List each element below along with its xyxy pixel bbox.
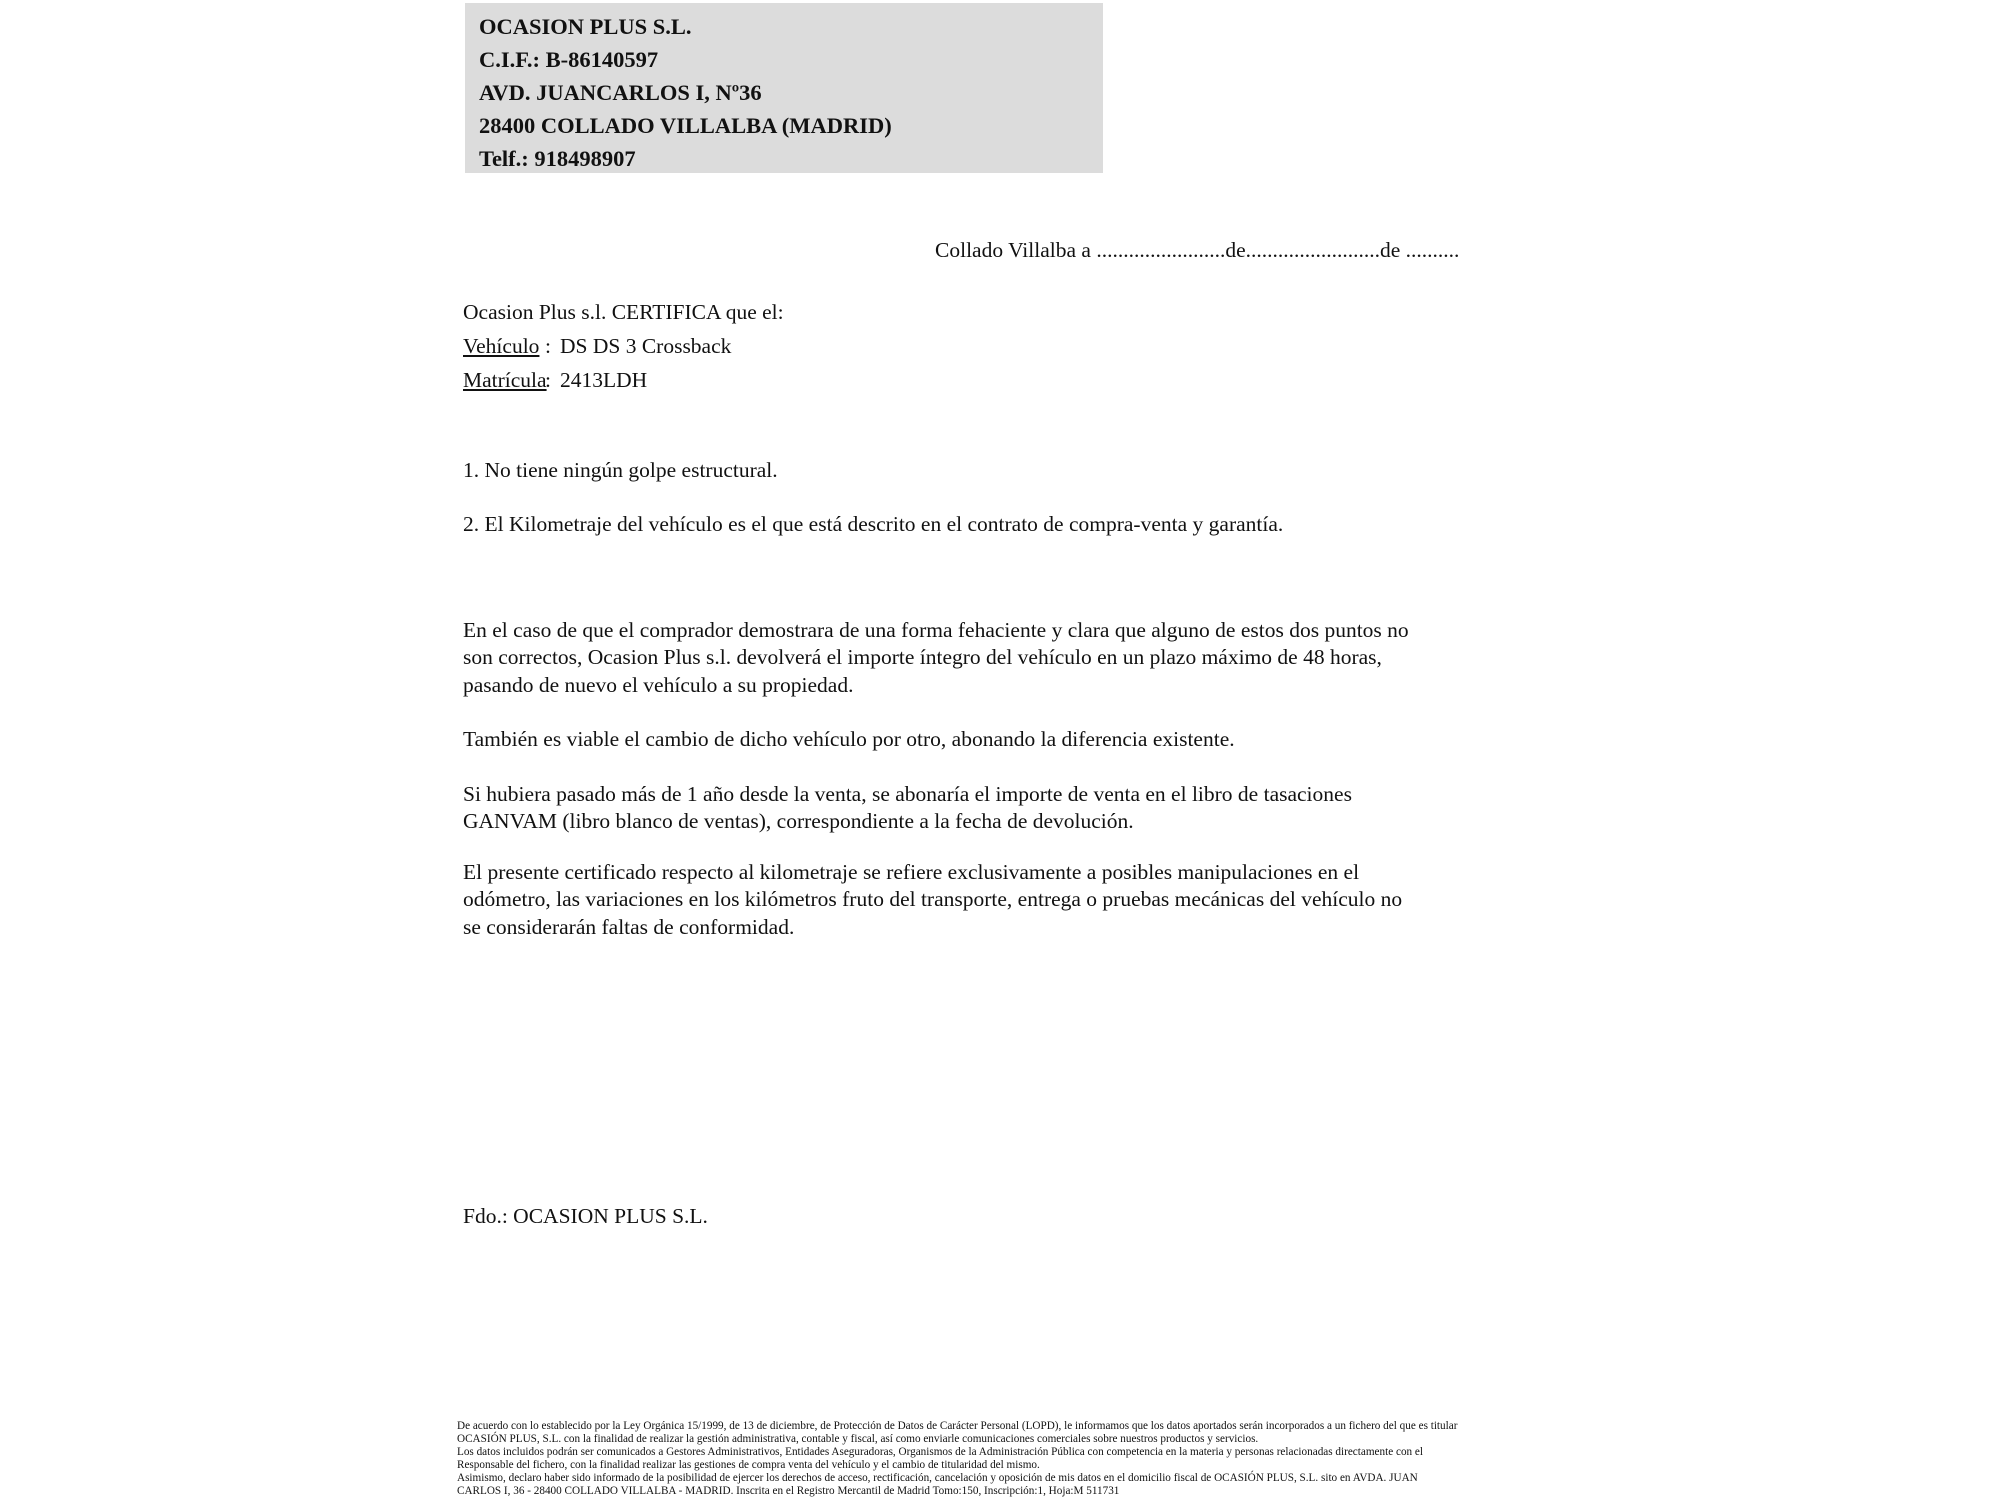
company-cif: C.I.F.: B-86140597 <box>479 47 659 72</box>
legal-footer <box>457 1420 1457 1497</box>
refund-paragraph-line: En el caso de que el comprador demostrara de una forma fehaciente y clara que alguno de estos dos puntos no <box>463 618 1409 642</box>
certified-point-1: 1. No tiene ningún golpe estructural. <box>463 458 778 482</box>
plate-field-label: Matrícula <box>463 368 547 392</box>
certification-block <box>463 295 784 397</box>
legal-footer-line: De acuerdo con lo establecido por la Ley Orgánica 15/1999, de 13 de diciembre, de Protección de Datos de Carácter Personal (LOPD), le informamos que los datos aportados serán incorporados a un fichero del que es titular <box>457 1420 1458 1432</box>
odometer-paragraph <box>463 859 1402 941</box>
legal-footer-line: Los datos incluidos podrán ser comunicados a Gestores Administrativos, Entidades Aseguradoras, Organismos de la Administración Pública con competencia en la materia y personas relacionadas directamente con el <box>457 1445 1423 1458</box>
exchange-paragraph-line: También es viable el cambio de dicho vehículo por otro, abonando la diferencia existente. <box>463 727 1235 751</box>
certified-point-2: 2. El Kilometraje del vehículo es el que está descrito en el contrato de compra-venta y garantía. <box>463 512 1284 536</box>
odometer-paragraph-line: El presente certificado respecto al kilometraje se refiere exclusivamente a posibles manipulaciones en el <box>463 860 1360 884</box>
exchange-paragraph <box>463 726 1235 753</box>
vehicle-field-row <box>463 329 784 363</box>
refund-paragraph-line: pasando de nuevo el vehículo a su propiedad. <box>463 672 854 697</box>
certify-intro: Ocasion Plus s.l. CERTIFICA que el: <box>463 300 784 324</box>
plate-field-separator: : <box>545 368 551 392</box>
refund-paragraph-line: son correctos, Ocasion Plus s.l. devolverá el importe íntegro del vehículo en un plazo máximo de 48 horas, <box>463 645 1382 670</box>
legal-footer-line: OCASIÓN PLUS, S.L. con la finalidad de realizar la gestión administrativa, contable y fiscal, así como enviarle comunicaciones comerciales sobre nuestros productos y servicios. <box>457 1432 1259 1445</box>
company-header-box <box>465 3 1103 173</box>
plate-field-value: 2413LDH <box>559 368 648 392</box>
signature-line: Fdo.: OCASION PLUS S.L. <box>463 1204 708 1228</box>
ganvam-paragraph <box>463 781 1352 836</box>
vehicle-field-label-wrap <box>463 329 545 363</box>
ganvam-paragraph-line: GANVAM (libro blanco de ventas), correspondiente a la fecha de devolución. <box>463 809 1134 834</box>
legal-footer-line: Asimismo, declaro haber sido informado de la posibilidad de ejercer los derechos de acceso, rectificación, cancelación y oposición de mis datos en el domicilio fiscal de OCASIÓN PLUS, S.L. sito en AVDA. JUAN <box>457 1471 1418 1484</box>
date-line: Collado Villalba a ........................de.........................de .......... <box>935 238 1460 262</box>
vehicle-field-label: Vehículo <box>463 334 540 358</box>
vehicle-field-separator: : <box>545 334 551 358</box>
legal-footer-line: Responsable del fichero, con la finalidad realizar las gestiones de compra venta del vehículo y el cambio de titularidad del mismo. <box>457 1458 1040 1471</box>
company-name: OCASION PLUS S.L. <box>479 14 692 39</box>
ganvam-paragraph-line: Si hubiera pasado más de 1 año desde la venta, se abonaría el importe de venta en el libro de tasaciones <box>463 782 1352 806</box>
company-address: AVD. JUANCARLOS I, Nº36 <box>479 80 762 105</box>
plate-field-row <box>463 363 784 397</box>
odometer-paragraph-line: se considerarán faltas de conformidad. <box>463 914 795 939</box>
plate-field-label-wrap <box>463 363 545 397</box>
company-phone: Telf.: 918498907 <box>479 146 636 171</box>
odometer-paragraph-line: odómetro, las variaciones en los kilómetros fruto del transporte, entrega o pruebas mecánicas del vehículo no <box>463 887 1403 912</box>
vehicle-field-value: DS DS 3 Crossback <box>559 334 732 358</box>
refund-paragraph <box>463 617 1409 699</box>
company-city: 28400 COLLADO VILLALBA (MADRID) <box>479 113 892 138</box>
legal-footer-line: CARLOS I, 36 - 28400 COLLADO VILLALBA - MADRID. Inscrita en el Registro Mercantil de Madrid Tomo:150, Inscripción:1, Hoja:M 511731 <box>457 1484 1120 1497</box>
